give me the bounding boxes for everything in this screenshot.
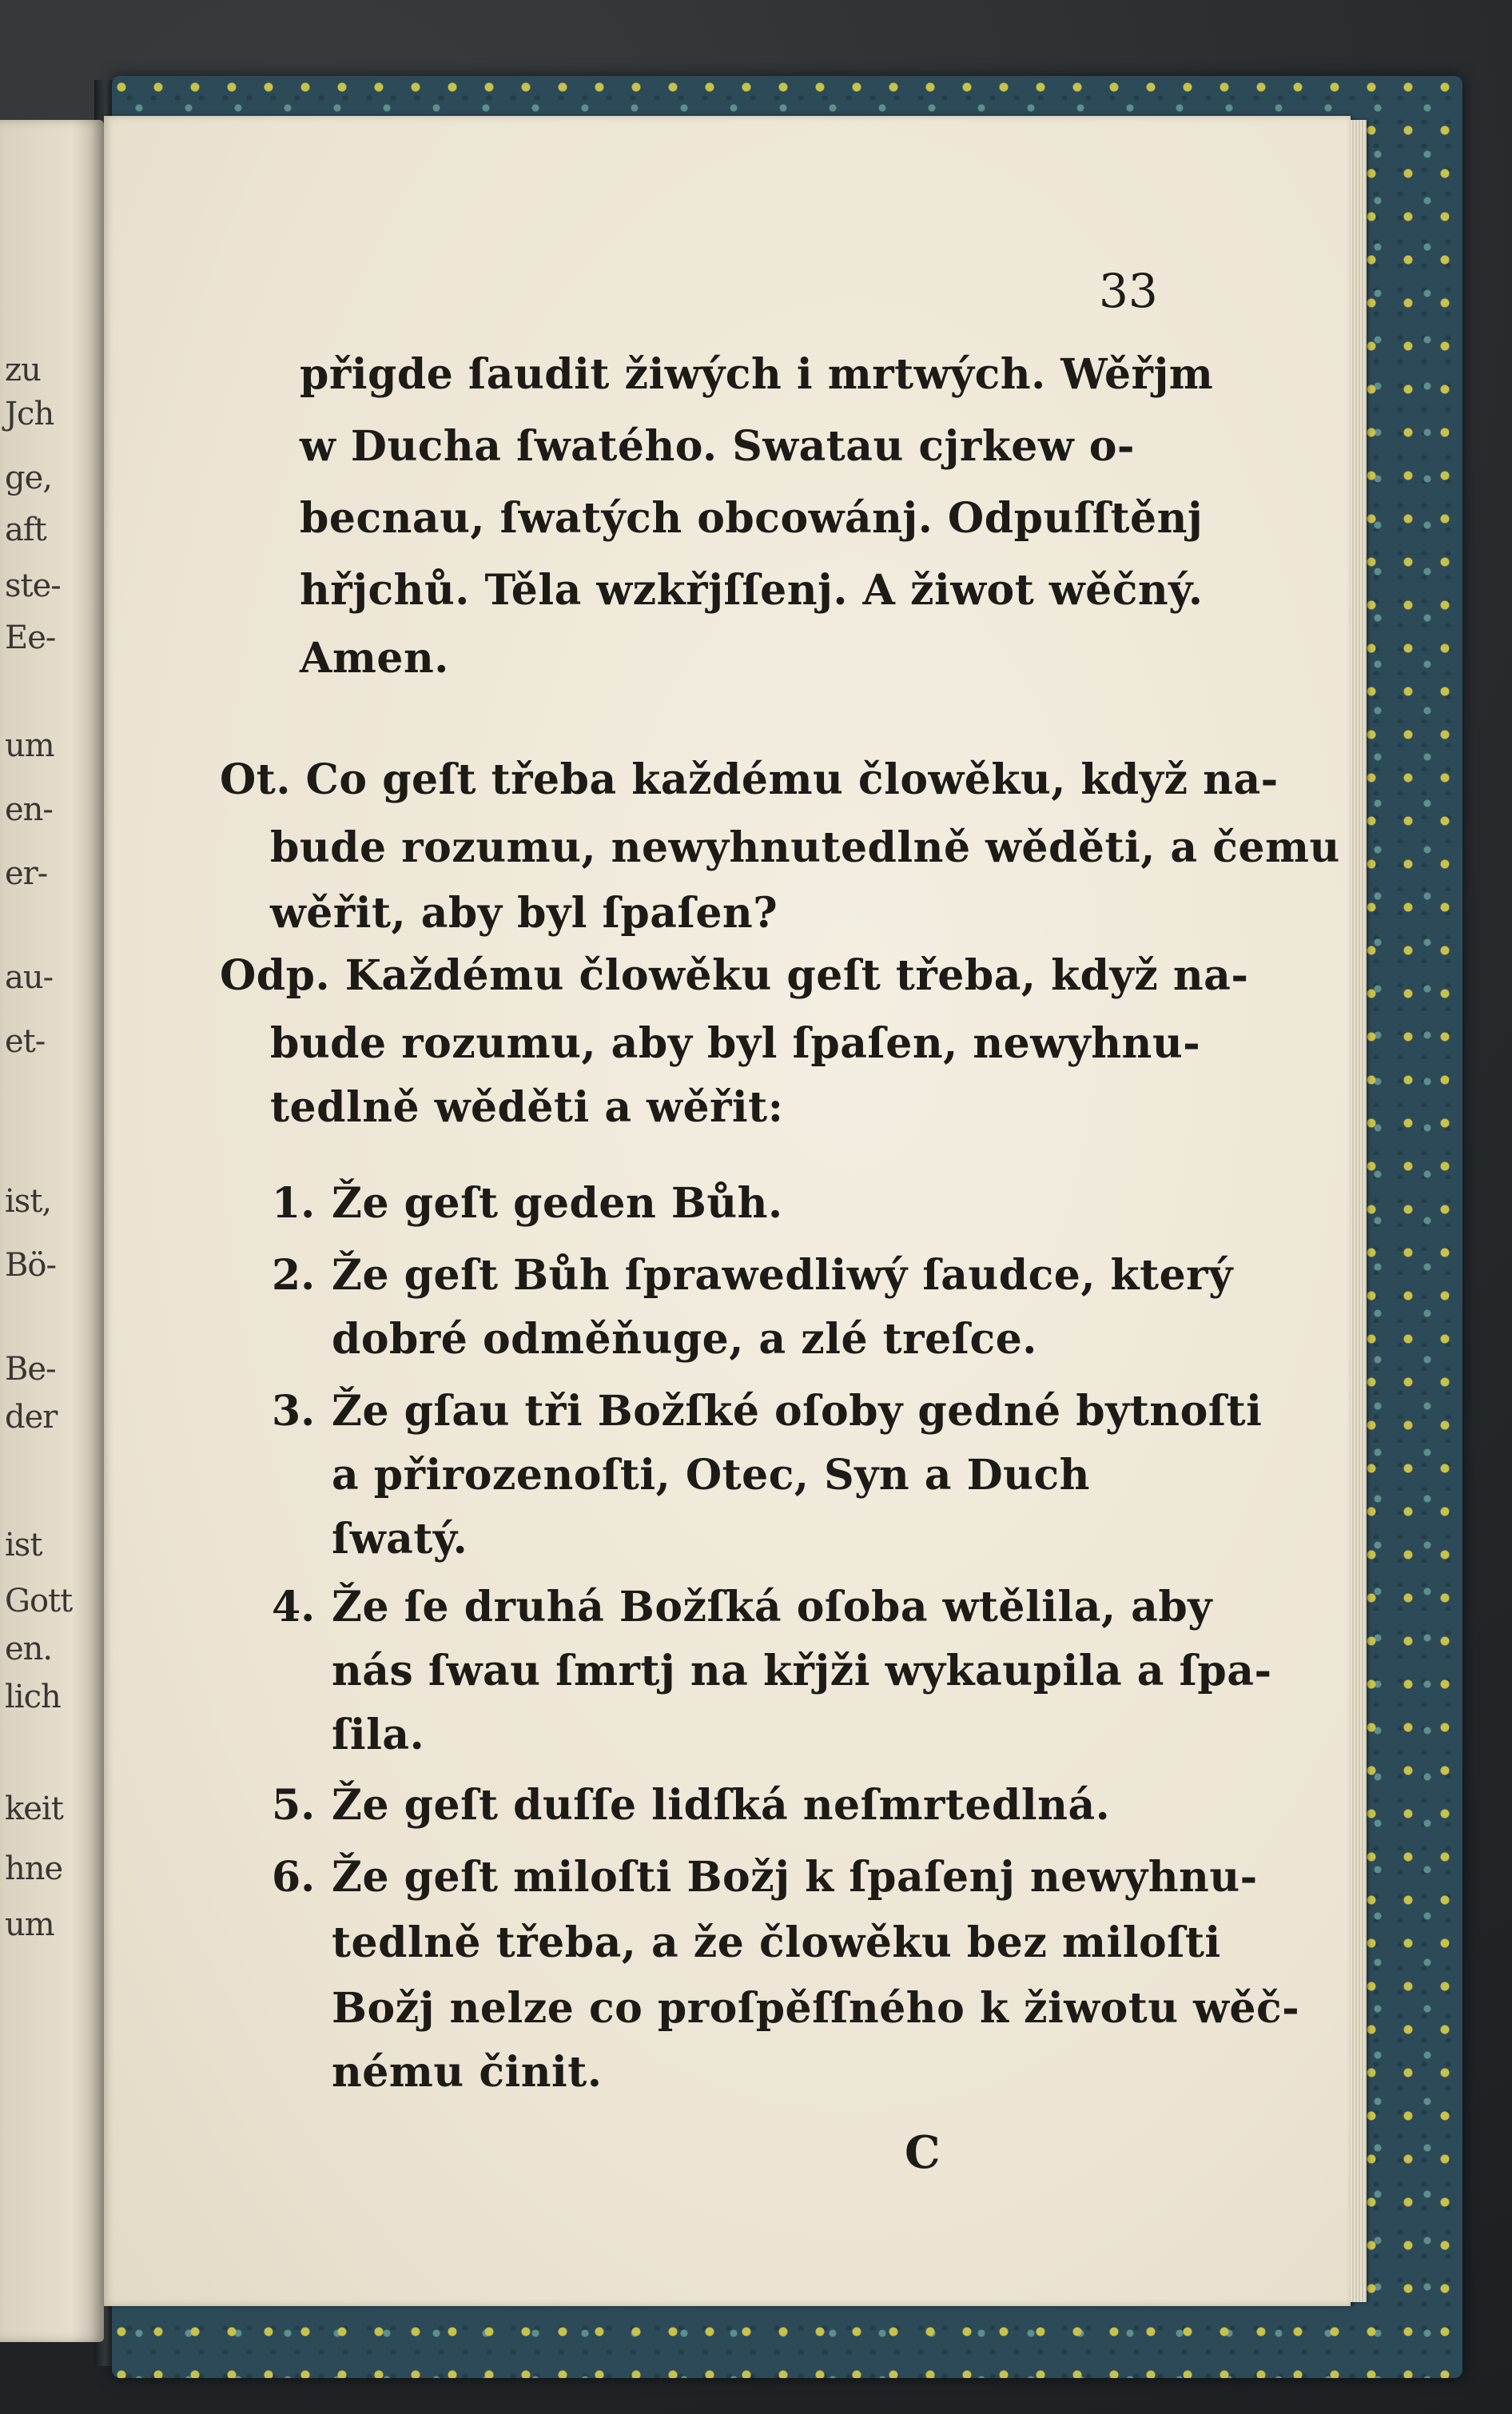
left-page-fragment: Bö- (5, 1247, 56, 1284)
answer-line: Odp. Každému člowěku geſt třeba, když na- (220, 951, 1249, 1000)
left-page-fragment: Be- (5, 1351, 56, 1388)
item-number: 6. (272, 1853, 316, 1902)
item-line: a přirozenoſti, Otec, Syn a Duch (332, 1451, 1090, 1500)
left-page-fragment: um (5, 727, 54, 764)
creed-line: w Ducha ſwatého. Swatau cjrkew o- (300, 422, 1135, 471)
creed-line: Amen. (300, 634, 449, 683)
item-number: 4. (272, 1583, 316, 1631)
item-line: tedlně třeba, a že člowěku bez miloſti (332, 1918, 1221, 1967)
item-number: 1. (272, 1179, 316, 1228)
item-line: ſwatý. (332, 1515, 468, 1564)
creed-line: becnau, ſwatých obcowánj. Odpuſſtěnj (300, 494, 1204, 543)
left-page-fragment: et- (5, 1023, 46, 1060)
left-page-fragment: Ee- (5, 619, 56, 656)
left-page-fragment: au- (5, 959, 54, 996)
item-line: Božj nelze co proſpěſſného k žiwotu wěč- (332, 1984, 1300, 2033)
item-line: Že geſt geden Bůh. (332, 1179, 783, 1228)
page-stack-edge (1351, 120, 1367, 2302)
item-line: Že geſt miloſti Božj k ſpaſenj newyhnu- (332, 1853, 1258, 1902)
left-page-edge (0, 120, 104, 2342)
item-number: 3. (272, 1387, 316, 1436)
item-line: Že gſau tři Božſké oſoby gedné bytnoſti (332, 1387, 1263, 1436)
left-page-fragment: aft (5, 512, 46, 548)
item-line: ſila. (332, 1711, 425, 1759)
page-number: 33 (1099, 264, 1158, 318)
item-line: Že ſe druhá Božſká oſoba wtělila, aby (332, 1583, 1212, 1631)
creed-line: přigde ſaudit žiwých i mrtwých. Wěřjm (300, 350, 1214, 399)
left-page-fragment: Gott (5, 1583, 73, 1619)
left-page-fragment: zu (5, 352, 41, 388)
left-page-fragment: en. (5, 1631, 53, 1667)
question-line: bude rozumu, newyhnutedlně wěděti, a čemu (270, 823, 1340, 872)
answer-line: bude rozumu, aby byl ſpaſen, newyhnu- (270, 1019, 1201, 1068)
item-line: Že geſt Bůh ſprawedliwý ſaudce, který (332, 1251, 1233, 1300)
left-page-fragment: um (5, 1906, 54, 1943)
left-page-fragment: ist, (5, 1183, 52, 1220)
creed-line: hřjchů. Těla wzkřjſſenj. A žiwot wěčný. (300, 566, 1204, 615)
left-page-fragment: ist (5, 1527, 42, 1564)
item-number: 5. (272, 1781, 316, 1830)
left-page-fragment: en- (5, 791, 53, 828)
answer-line: tedlně wěděti a wěřit: (270, 1083, 784, 1132)
item-line: dobré odměňuge, a zlé treſce. (332, 1315, 1037, 1364)
question-line: wěřit, aby byl ſpaſen? (270, 889, 778, 938)
left-page-fragment: ge, (5, 460, 52, 496)
left-page-fragment: Jch (5, 396, 54, 432)
question-line: Ot. Co geſt třeba každému člowěku, když na- (220, 755, 1279, 804)
left-page-fragment: keit (5, 1791, 63, 1827)
left-page-fragment: hne (5, 1850, 63, 1887)
item-line: Že geſt duſſe lidſká neſmrtedlná. (332, 1781, 1111, 1830)
item-line: nému činit. (332, 2048, 603, 2097)
left-page-fragment: ste- (5, 568, 61, 604)
item-line: nás ſwau ſmrtj na křjži wykaupila a ſpa- (332, 1647, 1272, 1695)
left-page-fragment: lich (5, 1679, 61, 1715)
left-page-fragment: er- (5, 855, 48, 892)
signature-mark: C (905, 2126, 941, 2179)
item-number: 2. (272, 1251, 316, 1300)
left-page-fragment: der (5, 1399, 58, 1436)
